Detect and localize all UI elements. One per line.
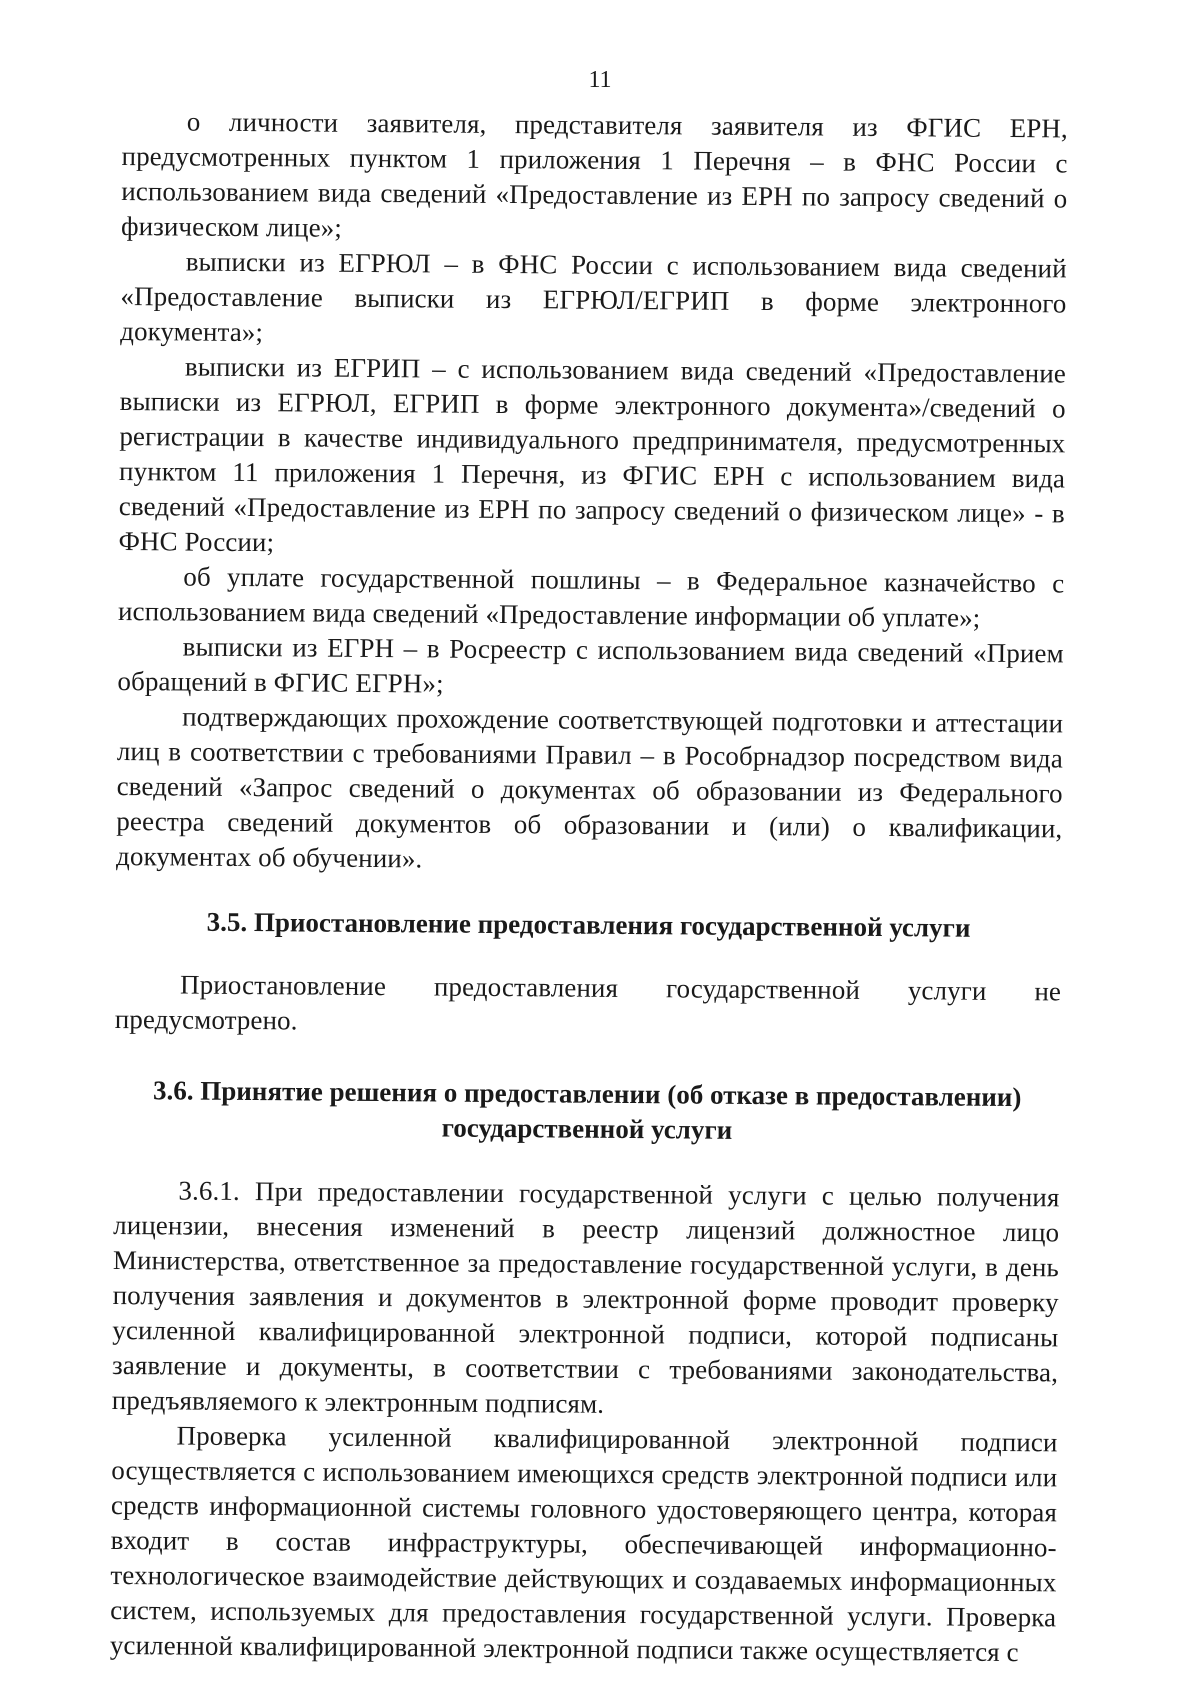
section-3-6-heading-line1: 3.6. Принятие решения о предоставлении (об отказе в предоставлении) — [152, 1075, 1022, 1113]
section-3-5-heading: 3.5. Приостановление предоставления государственной услуги — [206, 906, 971, 943]
paragraph-3-6-1: 3.6.1. При предоставлении государственной услуги с целью получения лицензии, внесения изменений в реестр лицензий должностное лицо Министерства, ответственное за предоставление государственной услуги, в день получения заявления и документов в электронной форме проводит проверку усиленной квалифицированной электронной подписи, которой подписаны заявление и документы, в соответствии с требованиями законодательства, предъявляемого к электронным подписям. — [111, 1175, 1060, 1419]
paragraph-personal-data: о личности заявителя, представителя заявителя из ФГИС ЕРН, предусмотренных пунктом 1 приложения 1 Перечня – в ФНС России с использованием вида сведений «Предоставление из ЕРН по запросу сведений о физическом лице»; — [120, 106, 1068, 243]
paragraph-egrn: выписки из ЕГРН – в Росреестр с использованием вида сведений «Прием обращений в ФГИС ЕГРН»; — [117, 631, 1064, 699]
section-3-6-heading-line2: государственной услуги — [441, 1112, 733, 1145]
paragraph-state-fee: об уплате государственной пошлины – в Федеральное казначейство с использованием вида сведений «Предоставление информации об уплате»; — [117, 561, 1065, 633]
section-3-5-text: Приостановление предоставления государственной услуги не предусмотрено. — [114, 969, 1062, 1036]
document-body — [110, 104, 1068, 1670]
paragraph-education: подтверждающих прохождение соответствующей подготовки и аттестации лиц в соответствии с требованиями Правил – в Рособрнадзор посредством вида сведений «Запрос сведений о документах об образовании из Федерального реестра сведений документов об образовании и (или) о квалификации, документах об обучении». — [115, 701, 1064, 874]
paragraph-signature-check: Проверка усиленной квалифицированной электронной подписи осуществляется с использованием имеющихся средств электронной подписи или средств информационной системы головного удостоверяющего центра, которая входит в состав инфраструктуры, обеспечивающей информационно-технологическое взаимодействие действующих и создаваемых информационных систем, используемых для предоставления государственной услуги. Проверка усиленной квалифицированной электронной подписи также осуществляется с — [109, 1420, 1058, 1668]
paragraph-egrip: выписки из ЕГРИП – с использованием вида сведений «Предоставление выписки из ЕГРЮЛ, ЕГРИП в форме электронного документа»/сведений о регистрации в качестве индивидуального предпринимателя, предусмотренных пунктом 11 приложения 1 Перечня, из ФГИС ЕРН с использованием вида сведений «Предоставление из ЕРН по запросу сведений о физическом лице» - в ФНС России; — [118, 351, 1067, 558]
section-3-6-heading — [114, 1073, 1061, 1150]
paragraph-egrul: выписки из ЕГРЮЛ – в ФНС России с использованием вида сведений «Предоставление выписки из ЕГРЮЛ/ЕГРИП в форме электронного документа»; — [120, 246, 1067, 348]
page-number: 11 — [588, 67, 612, 93]
